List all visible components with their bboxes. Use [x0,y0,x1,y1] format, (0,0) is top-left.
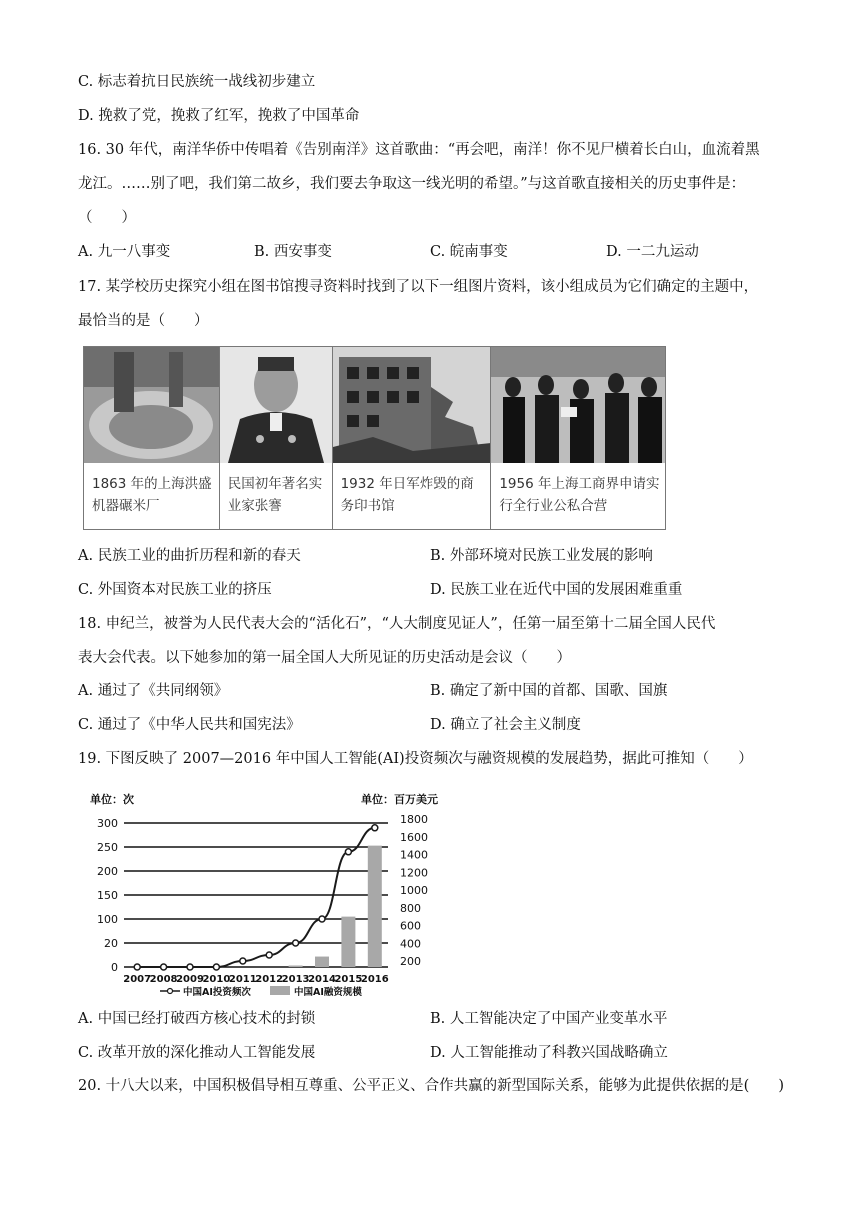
q17-stem-line2: 最恰当的是（ ） [78,313,209,329]
photo-public-private-merger [491,347,665,529]
photo-caption: 1956 年上海工商界申请实行全行业公私合营 [499,476,660,514]
legend-bar-label: 中国AI融资规模 [294,987,362,998]
left-tick-label: 200 [97,865,118,878]
right-tick-label: 1800 [400,813,428,826]
left-unit-label: 单位：次 [90,793,134,806]
series-point [345,849,351,855]
bar [341,917,355,967]
right-tick-label: 400 [400,937,421,951]
legend-bar-swatch [270,986,290,995]
x-tick-label: 2008 [149,974,178,985]
series-point [372,825,378,831]
q17-option-d: D. 民族工业在近代中国的发展困难重重 [430,582,683,598]
q19-stem-line1: 19. 下图反映了 2007—2016 年中国人工智能(AI)投资频次与融资规模的发展趋势，据此可推知（ ） [78,751,753,767]
x-tick-label: 2014 [308,974,336,985]
bar [368,846,382,967]
q16-stem-line2: 龙江。……别了吧，我们第二故乡，我们要去争取这一线光明的希望。”与这首歌直接相关的历史事件是： [78,176,746,192]
q17-option-c: C. 外国资本对民族工业的挤压 [78,582,272,598]
q19-option-b: B. 人工智能决定了中国产业变革水平 [430,1011,668,1027]
series-point [134,964,140,970]
photo-caption: 1863 年的上海洪盛机器碾米厂 [92,476,212,514]
left-tick-label: 20 [104,937,118,950]
q15-option-c: C. 标志着抗日民族统一战线初步建立 [78,74,316,90]
right-tick-label: 1200 [400,866,428,880]
right-tick-label: 600 [400,919,421,933]
x-tick-label: 2009 [176,974,204,985]
photo-caption: 民国初年著名实业家张謇 [227,476,323,514]
right-tick-label: 1400 [400,848,428,862]
x-tick-label: 2011 [228,974,257,985]
right-tick-label: 200 [400,955,421,968]
q20-stem-line1: 20. 十八大以来，中国积极倡导相互尊重、公平正义、合作共赢的新型国际关系，能够为此提供依据的是( ) [78,1078,784,1094]
q17-photo-strip [83,346,666,530]
right-tick-label: 1600 [400,830,428,844]
series-point [266,952,272,958]
q18-option-b: B. 确定了新中国的首都、国歌、国旗 [430,683,668,699]
legend-line-label: 中国AI投资频次 [183,987,251,998]
bombed-building-image [333,347,491,463]
series-line [137,828,375,967]
q16-option-b: B. 西安事变 [254,244,332,260]
series-point [319,916,325,922]
q17-stem-line1: 17. 某学校历史探究小组在图书馆搜寻资料时找到了以下一组图片资料，该小组成员为它们确定的主题中， [78,279,759,295]
left-tick-label: 250 [97,841,118,854]
q16-option-a: A. 九一八事变 [78,244,171,260]
ai-investment-chart [82,787,442,999]
right-tick-label: 1000 [400,884,428,897]
q19-option-d: D. 人工智能推动了科教兴国战略确立 [430,1045,668,1061]
portrait-image [220,347,332,463]
bar [315,957,329,967]
left-tick-label: 100 [97,913,118,926]
x-tick-label: 2007 [123,974,152,985]
series-point [187,964,193,970]
x-tick-label: 2010 [202,974,231,985]
series-point [161,964,167,970]
photo-caption: 1932 年日军炸毁的商务印书馆 [340,476,474,514]
q17-option-a: A. 民族工业的曲折历程和新的春天 [78,548,301,564]
left-tick-label: 0 [111,961,118,974]
x-tick-label: 2015 [334,974,363,985]
q15-option-d: D. 挽救了党，挽救了红军，挽救了中国革命 [78,108,360,124]
q18-stem-line1: 18. 申纪兰，被誉为人民代表大会的“活化石”，“人大制度见证人”，任第一届至第十二届全国人民代 [78,616,716,632]
q18-option-d: D. 确立了社会主义制度 [430,717,581,733]
q18-stem-line2: 表大会代表。以下她参加的第一届全国人大所见证的历史活动是会议（ ） [78,650,571,666]
series-point [293,940,299,946]
q16-option-d: D. 一二九运动 [606,244,699,260]
bar [289,966,303,968]
legend-line-marker [168,989,173,994]
q16-stem-line1: 16. 30 年代，南洋华侨中传唱着《告别南洋》这首歌曲：“再会吧，南洋！你不见尸横着长白山，血流着黑 [78,142,760,158]
q19-option-c: C. 改革开放的深化推动人工智能发展 [78,1045,316,1061]
q17-option-b: B. 外部环境对民族工业发展的影响 [430,548,653,564]
x-tick-label: 2016 [360,974,389,985]
photo-zhang-jian [220,347,333,529]
photo-rice-mill [84,347,220,529]
q16-stem-line3: （ ） [78,210,136,226]
chart-bars [289,846,382,967]
x-tick-label: 2012 [255,974,284,985]
right-unit-label: 单位：百万美元 [361,793,438,806]
left-tick-label: 150 [97,889,118,902]
left-tick-label: 300 [97,817,118,830]
crowd-image [491,347,665,463]
x-tick-label: 2013 [281,974,310,985]
series-point [240,958,246,964]
rice-mill-image [84,347,219,463]
photo-commercial-press [333,347,492,529]
right-tick-label: 800 [400,901,421,915]
q16-option-c: C. 皖南事变 [430,244,508,260]
q18-option-c: C. 通过了《中华人民共和国宪法》 [78,717,301,733]
q18-option-a: A. 通过了《共同纲领》 [78,683,229,699]
series-point [213,964,219,970]
q19-option-a: A. 中国已经打破西方核心技术的封锁 [78,1011,316,1027]
